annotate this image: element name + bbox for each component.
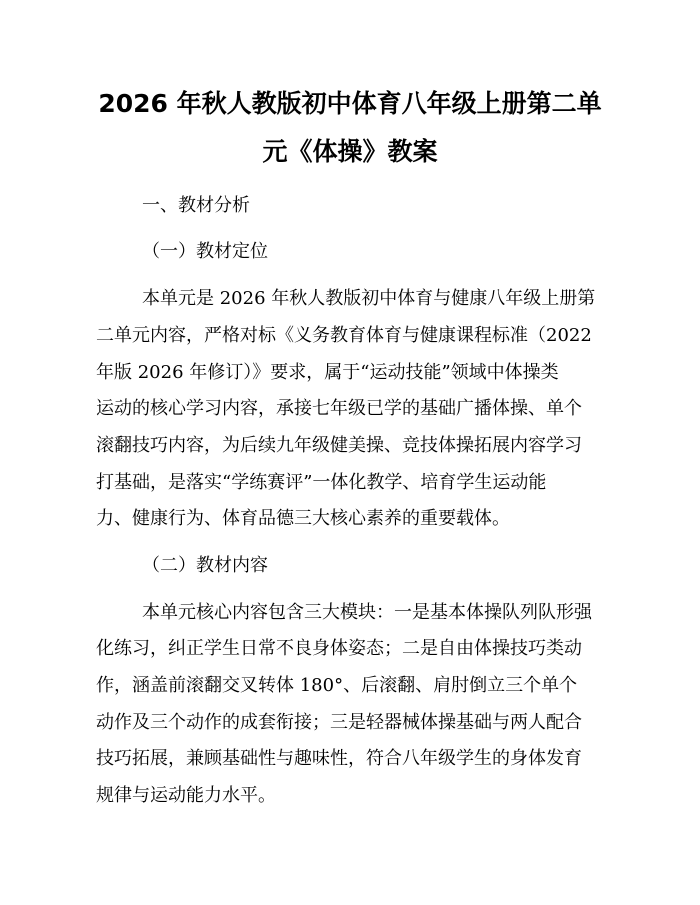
paragraph-content-line-2: 化练习，纠正学生日常不良身体姿态；二是自由体操技巧类动 [96,638,582,659]
paragraph-content-line-1: 本单元核心内容包含三大模块：一是基本体操队列队形强 [142,602,592,623]
paragraph-positioning-line-4: 运动的核心学习内容，承接七年级已学的基础广播体操、单个 [96,398,582,419]
paragraph-positioning-line-5: 滚翻技巧内容，为后续九年级健美操、竞技体操拓展内容学习 [96,435,582,456]
subsection-heading-material-positioning: （一）教材定位 [142,241,268,262]
section-heading-teaching-material-analysis: 一、教材分析 [142,195,250,216]
paragraph-content-line-4: 动作及三个动作的成套衔接；三是轻器械体操基础与两人配合 [96,712,582,733]
paragraph-positioning-line-3: 年版 2026 年修订）》要求，属于“运动技能”领域中体操类 [96,362,559,383]
paragraph-positioning-line-6: 打基础，是落实“学练赛评”一体化教学、培育学生运动能 [96,472,547,493]
paragraph-content-line-6: 规律与运动能力水平。 [96,785,276,806]
paragraph-positioning-line-1: 本单元是 2026 年秋人教版初中体育与健康八年级上册第 [142,288,596,309]
paragraph-content-line-3: 作，涵盖前滚翻交叉转体 180°、后滚翻、肩肘倒立三个单个 [96,675,578,696]
paragraph-positioning-line-7: 力、健康行为、体育品德三大核心素养的重要载体。 [96,508,510,529]
paragraph-positioning-line-2: 二单元内容，严格对标《义务教育体育与健康课程标准（2022 [96,325,592,346]
document-title-line-1: 2026 年秋人教版初中体育八年级上册第二单 [98,89,602,118]
subsection-heading-material-content: （二）教材内容 [142,555,268,576]
paragraph-content-line-5: 技巧拓展，兼顾基础性与趣味性，符合八年级学生的身体发育 [96,748,582,769]
document-title-line-2: 元《体操》教案 [262,137,438,166]
